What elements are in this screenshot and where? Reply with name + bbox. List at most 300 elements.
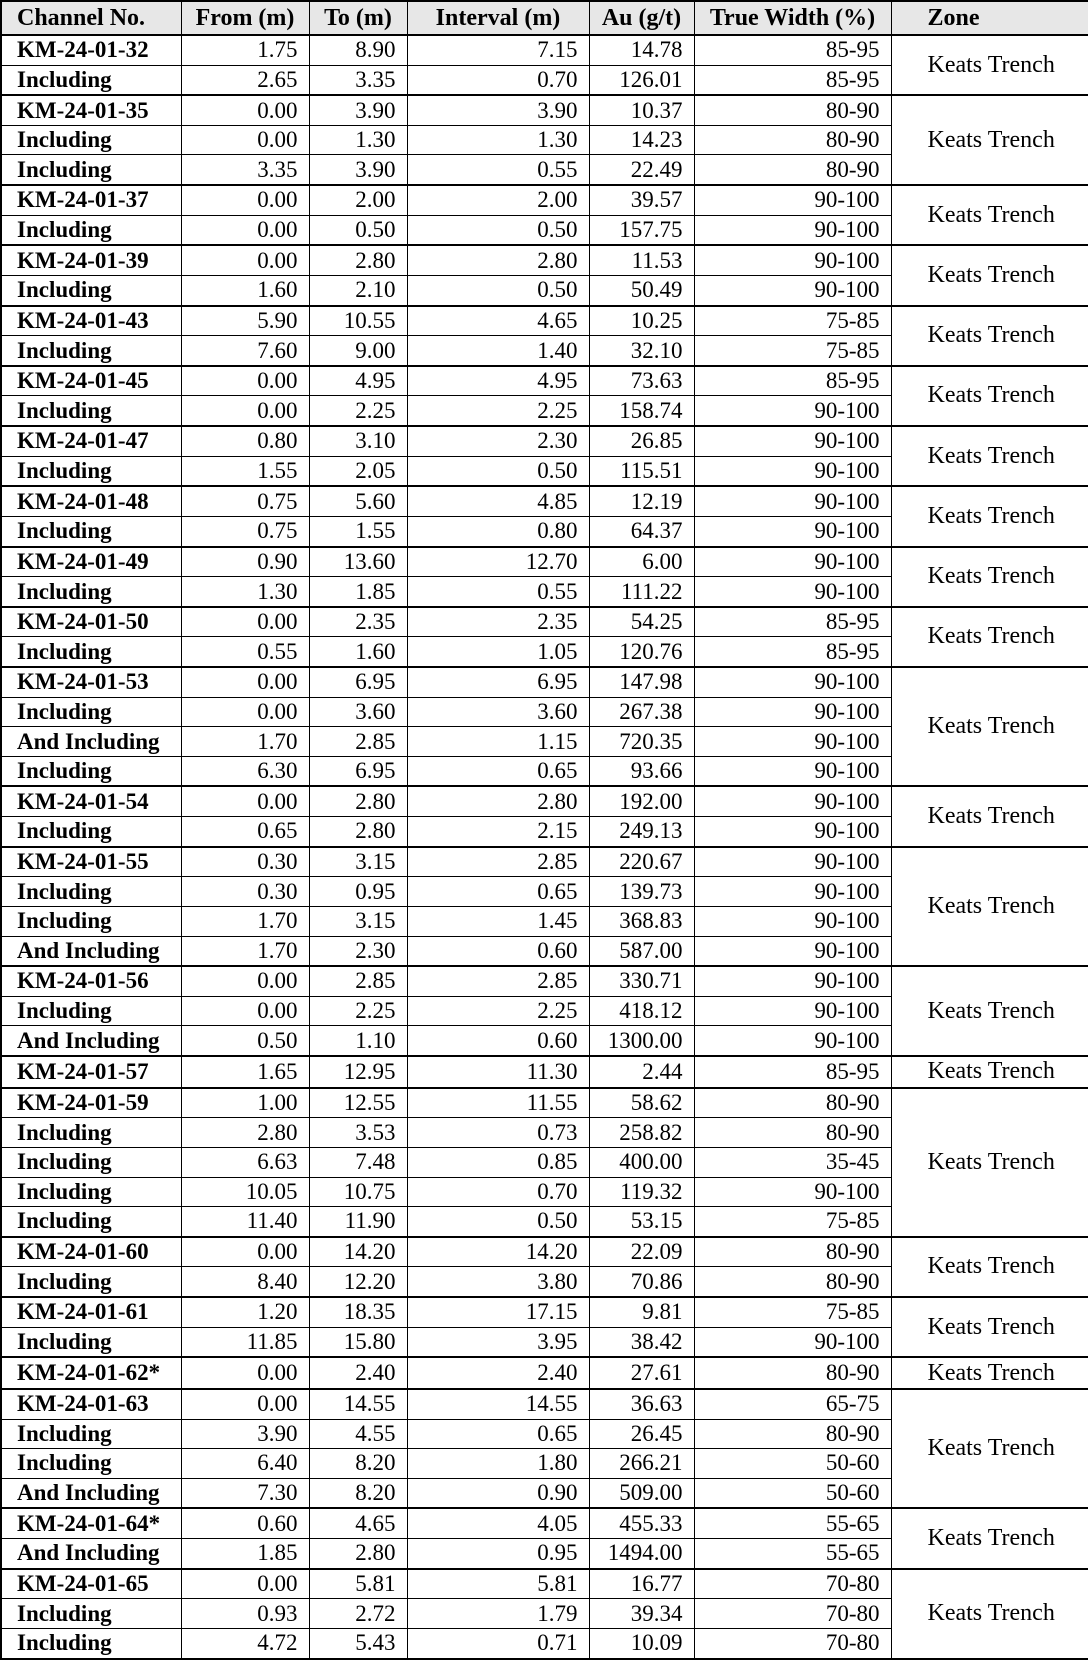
channel-no-cell: Including	[1, 577, 181, 607]
true-width-cell: 90-100	[694, 996, 891, 1026]
au-cell: 73.63	[589, 366, 694, 396]
channel-no-cell: Including	[1, 215, 181, 245]
from-cell: 7.60	[181, 336, 309, 366]
zone-cell: Keats Trench	[891, 426, 1088, 486]
true-width-cell: 75-85	[694, 1207, 891, 1237]
true-width-cell: 90-100	[694, 1177, 891, 1207]
interval-cell: 11.55	[407, 1088, 589, 1118]
channel-no-cell: KM-24-01-62*	[1, 1357, 181, 1389]
interval-cell: 0.65	[407, 877, 589, 907]
au-cell: 50.49	[589, 275, 694, 305]
channel-row	[1, 95, 1088, 125]
zone-cell: Keats Trench	[891, 547, 1088, 607]
channel-no-cell: KM-24-01-43	[1, 306, 181, 336]
channel-no-cell: KM-24-01-53	[1, 667, 181, 697]
channel-no-cell: KM-24-01-32	[1, 35, 181, 65]
table-header	[1, 1, 1088, 35]
channel-no-cell: Including	[1, 1419, 181, 1449]
channel-row	[1, 847, 1088, 877]
zone-cell: Keats Trench	[891, 1056, 1088, 1088]
channel-row	[1, 1297, 1088, 1327]
interval-cell: 1.05	[407, 637, 589, 667]
true-width-cell: 85-95	[694, 65, 891, 95]
channel-no-cell: And Including	[1, 1539, 181, 1569]
interval-cell: 0.50	[407, 215, 589, 245]
zone-cell: Keats Trench	[891, 1088, 1088, 1237]
true-width-cell: 90-100	[694, 697, 891, 727]
interval-cell: 0.70	[407, 1177, 589, 1207]
channel-no-cell: Including	[1, 756, 181, 786]
true-width-cell: 80-90	[694, 1419, 891, 1449]
true-width-cell: 80-90	[694, 95, 891, 125]
channel-row	[1, 786, 1088, 816]
interval-cell: 0.50	[407, 1207, 589, 1237]
from-cell: 0.75	[181, 486, 309, 516]
true-width-cell: 75-85	[694, 306, 891, 336]
channel-no-cell: And Including	[1, 1478, 181, 1508]
interval-cell: 2.85	[407, 847, 589, 877]
true-width-cell: 90-100	[694, 245, 891, 275]
channel-no-cell: KM-24-01-65	[1, 1569, 181, 1599]
to-cell: 3.10	[309, 426, 407, 456]
zone-cell: Keats Trench	[891, 35, 1088, 95]
to-cell: 5.43	[309, 1628, 407, 1659]
true-width-cell: 80-90	[694, 1088, 891, 1118]
au-cell: 70.86	[589, 1267, 694, 1297]
au-cell: 6.00	[589, 547, 694, 577]
zone-cell: Keats Trench	[891, 667, 1088, 786]
channel-no-cell: Including	[1, 1449, 181, 1479]
channel-no-cell: KM-24-01-39	[1, 245, 181, 275]
true-width-cell: 90-100	[694, 426, 891, 456]
au-cell: 249.13	[589, 817, 694, 847]
channel-no-cell: KM-24-01-64*	[1, 1508, 181, 1538]
interval-cell: 0.65	[407, 1419, 589, 1449]
from-cell: 1.70	[181, 906, 309, 936]
channel-row	[1, 667, 1088, 697]
channel-no-cell: KM-24-01-60	[1, 1237, 181, 1267]
from-cell: 0.00	[181, 125, 309, 155]
interval-cell: 2.85	[407, 966, 589, 996]
true-width-cell: 90-100	[694, 966, 891, 996]
from-cell: 1.70	[181, 727, 309, 757]
from-cell: 0.00	[181, 185, 309, 215]
to-cell: 0.95	[309, 877, 407, 907]
au-cell: 26.45	[589, 1419, 694, 1449]
channel-no-cell: KM-24-01-61	[1, 1297, 181, 1327]
true-width-cell: 90-100	[694, 486, 891, 516]
channel-row	[1, 547, 1088, 577]
channel-no-cell: Including	[1, 1599, 181, 1629]
true-width-cell: 70-80	[694, 1569, 891, 1599]
interval-cell: 14.55	[407, 1389, 589, 1419]
channel-row	[1, 1088, 1088, 1118]
channel-no-cell: Including	[1, 1207, 181, 1237]
to-cell: 2.80	[309, 1539, 407, 1569]
from-cell: 1.30	[181, 577, 309, 607]
interval-cell: 0.73	[407, 1118, 589, 1148]
interval-cell: 2.40	[407, 1357, 589, 1389]
channel-row	[1, 1389, 1088, 1419]
interval-cell: 3.95	[407, 1327, 589, 1357]
au-cell: 119.32	[589, 1177, 694, 1207]
interval-cell: 1.30	[407, 125, 589, 155]
to-cell: 2.85	[309, 966, 407, 996]
true-width-cell: 90-100	[694, 877, 891, 907]
channel-no-cell: Including	[1, 877, 181, 907]
zone-cell: Keats Trench	[891, 847, 1088, 966]
channel-no-cell: Including	[1, 1267, 181, 1297]
au-cell: 12.19	[589, 486, 694, 516]
to-cell: 2.80	[309, 245, 407, 275]
au-cell: 93.66	[589, 756, 694, 786]
interval-cell: 1.45	[407, 906, 589, 936]
au-cell: 10.37	[589, 95, 694, 125]
from-cell: 1.65	[181, 1056, 309, 1088]
channel-no-cell: Including	[1, 275, 181, 305]
channel-no-cell: KM-24-01-49	[1, 547, 181, 577]
true-width-cell: 90-100	[694, 1026, 891, 1056]
zone-cell: Keats Trench	[891, 486, 1088, 546]
zone-cell: Keats Trench	[891, 786, 1088, 846]
channel-row	[1, 1569, 1088, 1599]
interval-cell: 0.85	[407, 1147, 589, 1177]
au-cell: 139.73	[589, 877, 694, 907]
true-width-cell: 85-95	[694, 637, 891, 667]
to-cell: 8.90	[309, 35, 407, 65]
from-cell: 1.85	[181, 1539, 309, 1569]
interval-cell: 2.00	[407, 185, 589, 215]
au-cell: 158.74	[589, 396, 694, 426]
interval-cell: 0.55	[407, 577, 589, 607]
interval-cell: 1.15	[407, 727, 589, 757]
from-cell: 11.40	[181, 1207, 309, 1237]
to-cell: 2.85	[309, 727, 407, 757]
header-to: To (m)	[309, 1, 407, 35]
au-cell: 11.53	[589, 245, 694, 275]
to-cell: 3.60	[309, 697, 407, 727]
channel-no-cell: KM-24-01-54	[1, 786, 181, 816]
from-cell: 0.00	[181, 1569, 309, 1599]
zone-cell: Keats Trench	[891, 1357, 1088, 1389]
interval-cell: 0.70	[407, 65, 589, 95]
au-cell: 720.35	[589, 727, 694, 757]
channel-no-cell: KM-24-01-63	[1, 1389, 181, 1419]
true-width-cell: 90-100	[694, 456, 891, 486]
true-width-cell: 90-100	[694, 577, 891, 607]
to-cell: 1.55	[309, 516, 407, 546]
to-cell: 11.90	[309, 1207, 407, 1237]
to-cell: 2.40	[309, 1357, 407, 1389]
zone-cell: Keats Trench	[891, 366, 1088, 426]
channel-row	[1, 245, 1088, 275]
true-width-cell: 85-95	[694, 35, 891, 65]
au-cell: 147.98	[589, 667, 694, 697]
to-cell: 18.35	[309, 1297, 407, 1327]
true-width-cell: 65-75	[694, 1389, 891, 1419]
to-cell: 5.60	[309, 486, 407, 516]
from-cell: 0.00	[181, 1389, 309, 1419]
to-cell: 2.72	[309, 1599, 407, 1629]
from-cell: 0.75	[181, 516, 309, 546]
from-cell: 1.70	[181, 936, 309, 966]
interval-cell: 0.60	[407, 1026, 589, 1056]
to-cell: 3.53	[309, 1118, 407, 1148]
true-width-cell: 90-100	[694, 396, 891, 426]
to-cell: 2.25	[309, 996, 407, 1026]
channel-no-cell: Including	[1, 396, 181, 426]
interval-cell: 6.95	[407, 667, 589, 697]
header-interval: Interval (m)	[407, 1, 589, 35]
channel-no-cell: KM-24-01-35	[1, 95, 181, 125]
true-width-cell: 80-90	[694, 1357, 891, 1389]
header-au: Au (g/t)	[589, 1, 694, 35]
to-cell: 2.35	[309, 607, 407, 637]
channel-row	[1, 486, 1088, 516]
channel-no-cell: KM-24-01-48	[1, 486, 181, 516]
interval-cell: 14.20	[407, 1237, 589, 1267]
from-cell: 0.00	[181, 607, 309, 637]
true-width-cell: 90-100	[694, 275, 891, 305]
from-cell: 8.40	[181, 1267, 309, 1297]
au-cell: 418.12	[589, 996, 694, 1026]
true-width-cell: 80-90	[694, 1118, 891, 1148]
zone-cell: Keats Trench	[891, 607, 1088, 667]
from-cell: 7.30	[181, 1478, 309, 1508]
channel-no-cell: KM-24-01-59	[1, 1088, 181, 1118]
channel-no-cell: Including	[1, 65, 181, 95]
au-cell: 1494.00	[589, 1539, 694, 1569]
au-cell: 266.21	[589, 1449, 694, 1479]
to-cell: 4.95	[309, 366, 407, 396]
interval-cell: 0.60	[407, 936, 589, 966]
channel-row	[1, 426, 1088, 456]
from-cell: 1.55	[181, 456, 309, 486]
from-cell: 0.00	[181, 996, 309, 1026]
interval-cell: 4.85	[407, 486, 589, 516]
au-cell: 14.78	[589, 35, 694, 65]
true-width-cell: 55-65	[694, 1508, 891, 1538]
true-width-cell: 90-100	[694, 547, 891, 577]
interval-cell: 2.80	[407, 786, 589, 816]
from-cell: 0.50	[181, 1026, 309, 1056]
interval-cell: 1.40	[407, 336, 589, 366]
to-cell: 12.55	[309, 1088, 407, 1118]
from-cell: 0.55	[181, 637, 309, 667]
interval-cell: 1.79	[407, 1599, 589, 1629]
zone-cell: Keats Trench	[891, 1237, 1088, 1297]
from-cell: 10.05	[181, 1177, 309, 1207]
interval-cell: 2.25	[407, 996, 589, 1026]
to-cell: 2.80	[309, 817, 407, 847]
from-cell: 0.00	[181, 215, 309, 245]
from-cell: 0.00	[181, 95, 309, 125]
channel-no-cell: Including	[1, 817, 181, 847]
au-cell: 64.37	[589, 516, 694, 546]
from-cell: 0.00	[181, 786, 309, 816]
interval-cell: 0.71	[407, 1628, 589, 1659]
interval-cell: 3.60	[407, 697, 589, 727]
interval-cell: 11.30	[407, 1056, 589, 1088]
to-cell: 1.85	[309, 577, 407, 607]
interval-cell: 1.80	[407, 1449, 589, 1479]
au-cell: 26.85	[589, 426, 694, 456]
interval-cell: 0.55	[407, 155, 589, 185]
to-cell: 8.20	[309, 1478, 407, 1508]
from-cell: 0.30	[181, 847, 309, 877]
interval-cell: 0.95	[407, 1539, 589, 1569]
interval-cell: 4.95	[407, 366, 589, 396]
channel-no-cell: Including	[1, 1147, 181, 1177]
channel-row	[1, 35, 1088, 65]
zone-cell: Keats Trench	[891, 1569, 1088, 1659]
true-width-cell: 90-100	[694, 185, 891, 215]
from-cell: 0.90	[181, 547, 309, 577]
interval-cell: 17.15	[407, 1297, 589, 1327]
zone-cell: Keats Trench	[891, 1508, 1088, 1568]
au-cell: 16.77	[589, 1569, 694, 1599]
channel-row	[1, 607, 1088, 637]
to-cell: 1.60	[309, 637, 407, 667]
true-width-cell: 90-100	[694, 936, 891, 966]
interval-cell: 0.80	[407, 516, 589, 546]
to-cell: 12.20	[309, 1267, 407, 1297]
header-true-width: True Width (%)	[694, 1, 891, 35]
from-cell: 1.60	[181, 275, 309, 305]
true-width-cell: 70-80	[694, 1628, 891, 1659]
channel-row	[1, 1508, 1088, 1538]
to-cell: 4.55	[309, 1419, 407, 1449]
interval-cell: 4.65	[407, 306, 589, 336]
true-width-cell: 90-100	[694, 847, 891, 877]
channel-no-cell: Including	[1, 456, 181, 486]
from-cell: 11.85	[181, 1327, 309, 1357]
zone-cell: Keats Trench	[891, 95, 1088, 185]
to-cell: 10.55	[309, 306, 407, 336]
au-cell: 220.67	[589, 847, 694, 877]
from-cell: 1.00	[181, 1088, 309, 1118]
interval-cell: 12.70	[407, 547, 589, 577]
from-cell: 0.60	[181, 1508, 309, 1538]
true-width-cell: 55-65	[694, 1539, 891, 1569]
true-width-cell: 90-100	[694, 215, 891, 245]
true-width-cell: 75-85	[694, 336, 891, 366]
from-cell: 0.93	[181, 1599, 309, 1629]
au-cell: 38.42	[589, 1327, 694, 1357]
interval-cell: 5.81	[407, 1569, 589, 1599]
interval-cell: 0.65	[407, 756, 589, 786]
true-width-cell: 90-100	[694, 786, 891, 816]
header-zone: Zone	[891, 1, 1088, 35]
au-cell: 267.38	[589, 697, 694, 727]
true-width-cell: 80-90	[694, 125, 891, 155]
to-cell: 3.90	[309, 95, 407, 125]
channel-row	[1, 1237, 1088, 1267]
from-cell: 0.65	[181, 817, 309, 847]
interval-cell: 2.35	[407, 607, 589, 637]
au-cell: 58.62	[589, 1088, 694, 1118]
from-cell: 2.80	[181, 1118, 309, 1148]
to-cell: 10.75	[309, 1177, 407, 1207]
interval-cell: 2.25	[407, 396, 589, 426]
channel-no-cell: Including	[1, 516, 181, 546]
channel-no-cell: KM-24-01-37	[1, 185, 181, 215]
au-cell: 32.10	[589, 336, 694, 366]
au-cell: 54.25	[589, 607, 694, 637]
channel-no-cell: KM-24-01-45	[1, 366, 181, 396]
channel-no-cell: And Including	[1, 727, 181, 757]
channel-no-cell: KM-24-01-56	[1, 966, 181, 996]
to-cell: 14.55	[309, 1389, 407, 1419]
au-cell: 509.00	[589, 1478, 694, 1508]
true-width-cell: 80-90	[694, 1237, 891, 1267]
au-cell: 115.51	[589, 456, 694, 486]
au-cell: 14.23	[589, 125, 694, 155]
true-width-cell: 90-100	[694, 516, 891, 546]
channel-no-cell: KM-24-01-50	[1, 607, 181, 637]
to-cell: 9.00	[309, 336, 407, 366]
channel-no-cell: Including	[1, 1177, 181, 1207]
to-cell: 0.50	[309, 215, 407, 245]
channel-no-cell: KM-24-01-47	[1, 426, 181, 456]
to-cell: 2.25	[309, 396, 407, 426]
interval-cell: 4.05	[407, 1508, 589, 1538]
true-width-cell: 85-95	[694, 366, 891, 396]
interval-cell: 2.15	[407, 817, 589, 847]
to-cell: 1.10	[309, 1026, 407, 1056]
channel-row	[1, 966, 1088, 996]
true-width-cell: 90-100	[694, 906, 891, 936]
channel-row	[1, 366, 1088, 396]
channel-row	[1, 185, 1088, 215]
channel-no-cell: Including	[1, 1327, 181, 1357]
au-cell: 330.71	[589, 966, 694, 996]
au-cell: 22.49	[589, 155, 694, 185]
to-cell: 7.48	[309, 1147, 407, 1177]
true-width-cell: 85-95	[694, 1056, 891, 1088]
au-cell: 157.75	[589, 215, 694, 245]
channel-no-cell: Including	[1, 697, 181, 727]
true-width-cell: 90-100	[694, 667, 891, 697]
to-cell: 5.81	[309, 1569, 407, 1599]
au-cell: 126.01	[589, 65, 694, 95]
true-width-cell: 50-60	[694, 1449, 891, 1479]
to-cell: 14.20	[309, 1237, 407, 1267]
channel-no-cell: Including	[1, 1118, 181, 1148]
from-cell: 2.65	[181, 65, 309, 95]
au-cell: 192.00	[589, 786, 694, 816]
true-width-cell: 85-95	[694, 607, 891, 637]
to-cell: 13.60	[309, 547, 407, 577]
from-cell: 1.75	[181, 35, 309, 65]
to-cell: 3.35	[309, 65, 407, 95]
au-cell: 1300.00	[589, 1026, 694, 1056]
true-width-cell: 90-100	[694, 817, 891, 847]
interval-cell: 3.90	[407, 95, 589, 125]
from-cell: 0.00	[181, 966, 309, 996]
channel-row	[1, 1056, 1088, 1088]
channel-no-cell: And Including	[1, 936, 181, 966]
from-cell: 0.00	[181, 667, 309, 697]
channel-no-cell: KM-24-01-55	[1, 847, 181, 877]
to-cell: 2.10	[309, 275, 407, 305]
au-cell: 39.34	[589, 1599, 694, 1629]
true-width-cell: 90-100	[694, 756, 891, 786]
channel-no-cell: Including	[1, 1628, 181, 1659]
true-width-cell: 80-90	[694, 1267, 891, 1297]
zone-cell: Keats Trench	[891, 245, 1088, 305]
to-cell: 3.15	[309, 906, 407, 936]
